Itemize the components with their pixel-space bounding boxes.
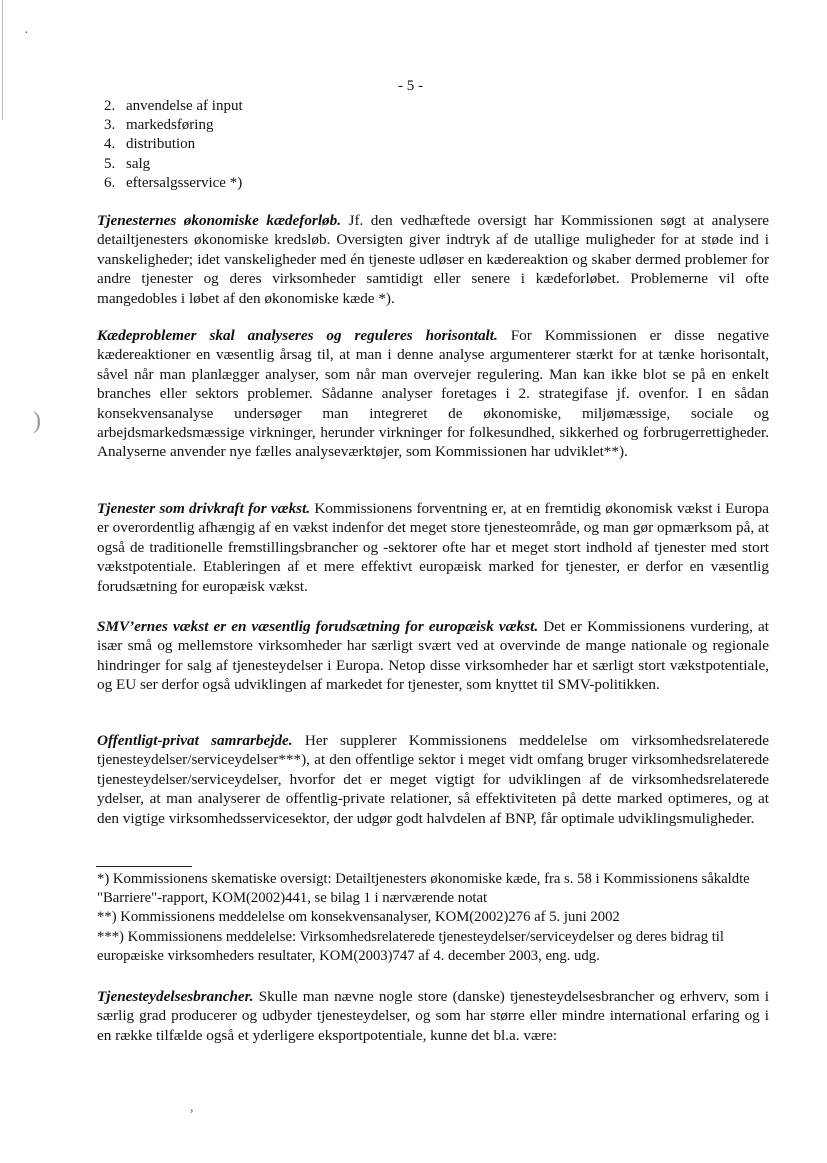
scan-edge-line	[2, 0, 3, 120]
list-text: anvendelse af input	[126, 98, 243, 114]
footnote: ***) Kommissionens meddelelse: Virksomhedsrelaterede tjenesteydelser/serviceydelser og deres bidrag til europæiske virksomheders resultater, KOM(2003)747 af 4. december 2003, eng. udg.	[97, 928, 724, 964]
footnotes	[97, 870, 769, 966]
paragraph-body: Jf. den vedhæftede oversigt har Kommissionen søgt at analysere detailtjenesters økonomiske kredsløb. Oversigten giver indtryk af de utallige muligheder for at støde ind i vanskeligheder; idet vanskeligheder med én tjeneste udløser en kædereaktion og skaber dermed problemer for andre tjenester og deres virksomheder samtidigt eller senere i kædeforløbet. Problemerne vil ofte mangedobles i løbet af den økonomiske kæde *).	[97, 212, 770, 307]
page-number: - 5 -	[398, 78, 423, 94]
paragraph-heading: Kædeproblemer skal analyseres og reguleres horisontalt.	[97, 327, 498, 344]
paragraph-heading: SMV’ernes vækst er en væsentlig forudsætning for europæisk vækst.	[97, 618, 539, 635]
list-item	[104, 135, 243, 154]
list-item	[104, 155, 243, 174]
list-item	[104, 174, 243, 193]
footnote-divider	[96, 866, 192, 867]
numbered-list	[104, 97, 243, 193]
paragraph-body: Her supplerer Kommissionens meddelelse om virksomhedsrelaterede tjenesteydelser/serviceydelser***), at den offentlige sektor i meget vidt omfang bruger virksomhedsrelaterede tjenesteydelser/serviceydelser, hvorfor det er meget vigtigt for udviklingen af de virksomhedsrelaterede ydelser, at man analyserer de offentlig-private relationer, så effektiviteten på dette marked optimeres, og at den vigtige virksomhedsservicesektor, der udgør godt halvdelen af BNP, får optimale udviklingsmuligheder.	[97, 732, 769, 827]
scan-speck: ,	[190, 1100, 194, 1115]
list-text: distribution	[126, 136, 196, 153]
paragraph-public-private	[97, 731, 769, 828]
list-number: 2.	[104, 98, 116, 114]
paragraph-heading: Offentligt-privat samrarbejde.	[97, 732, 293, 749]
scan-bracket-mark: )	[33, 408, 41, 434]
paragraph-service-industries	[97, 987, 769, 1045]
paragraph-heading: Tjenester som drivkraft for vækst.	[97, 500, 311, 517]
paragraph-economic-chain	[97, 211, 769, 308]
list-number: 6.	[104, 174, 116, 191]
paragraph-body: Skulle man nævne nogle store (danske) tjenesteydelsesbrancher og erhverv, som i særlig grad producerer og udbyder tjenesteydelser, og som har større eller mindre international erfaring og i en række tilfælde også et yderligere eksportpotentiale, kunne det bl.a. være:	[97, 988, 769, 1044]
paragraph-heading: Tjenesteydelsesbrancher.	[97, 988, 254, 1005]
paragraph-growth-driver	[97, 499, 769, 596]
paragraph-body: Det er Kommissionens vurdering, at især små og mellemstore virksomheder har særligt svært ved at overvinde de mange nationale og regionale hindringer for salg af tjenesteydelser i Europa. Netop disse virksomheder har et særligt stort vækstpotentiale, og EU ser derfor også udviklingen af markedet for tjenester, som knyttet til SMV-politikken.	[97, 618, 769, 694]
paragraph-body: Kommissionens forventning er, at en fremtidig økonomisk vækst i Europa er overordentlig afhængig af en vækst indenfor det meget store tjenesteområde, og man gør opmærksom på, at også de traditionelle fremstillingsbrancher og -sektorer ofte har et meget stort indhold af tjenester med stort vækstpotentiale. Etableringen af et mere effektivt europæisk marked for tjenester, er derfor en væsentlig forudsætning for europæisk vækst.	[97, 500, 769, 595]
list-number: 3.	[104, 117, 116, 134]
paragraph-chain-problems	[97, 326, 769, 462]
paragraph-body: For Kommissionen er disse negative kædereaktioner en væsentlig årsag til, at man i denne analyse argumenterer stærkt for at tænke horisontalt, såvel når man planlægger analyser, som når man overvejer regulering. Man kan ikke blot se på en enkelt branches eller sektors problemer. Sådanne analyser foretages i 2. strategifase jf. ovenfor. I en sådan konsekvensanalyse undersøger man integreret de økonomiske, miljømæssige, sociale og arbejdsmarkedsmæssige virkninger, herunder virkninger for folkesundhed, sikkerhed og forbrugerrettigheder. Analyserne anvender nye fælles analyseværktøjer, som Kommissionen har udviklet**).	[97, 327, 769, 461]
scan-speck: ·	[24, 26, 29, 41]
list-text: salg	[126, 155, 151, 172]
list-item	[104, 97, 243, 116]
footnote: *) Kommissionens skematiske oversigt: Detailtjenesters økonomiske kæde, fra s. 58 i Kommissionens såkaldte "Barriere"-rapport, KOM(2002)441, se bilag 1 i nærværende notat	[97, 871, 750, 907]
paragraph-heading: Tjenesternes økonomiske kædeforløb.	[97, 212, 342, 229]
footnote: **) Kommissionens meddelelse om konsekvensanalyser, KOM(2002)276 af 5. juni 2002	[97, 909, 620, 926]
list-number: 5.	[104, 155, 116, 172]
list-text: eftersalgsservice *)	[126, 174, 243, 191]
paragraph-smv-growth	[97, 617, 769, 695]
list-number: 4.	[104, 136, 116, 153]
list-text: markedsføring	[126, 117, 214, 134]
list-item	[104, 116, 243, 135]
